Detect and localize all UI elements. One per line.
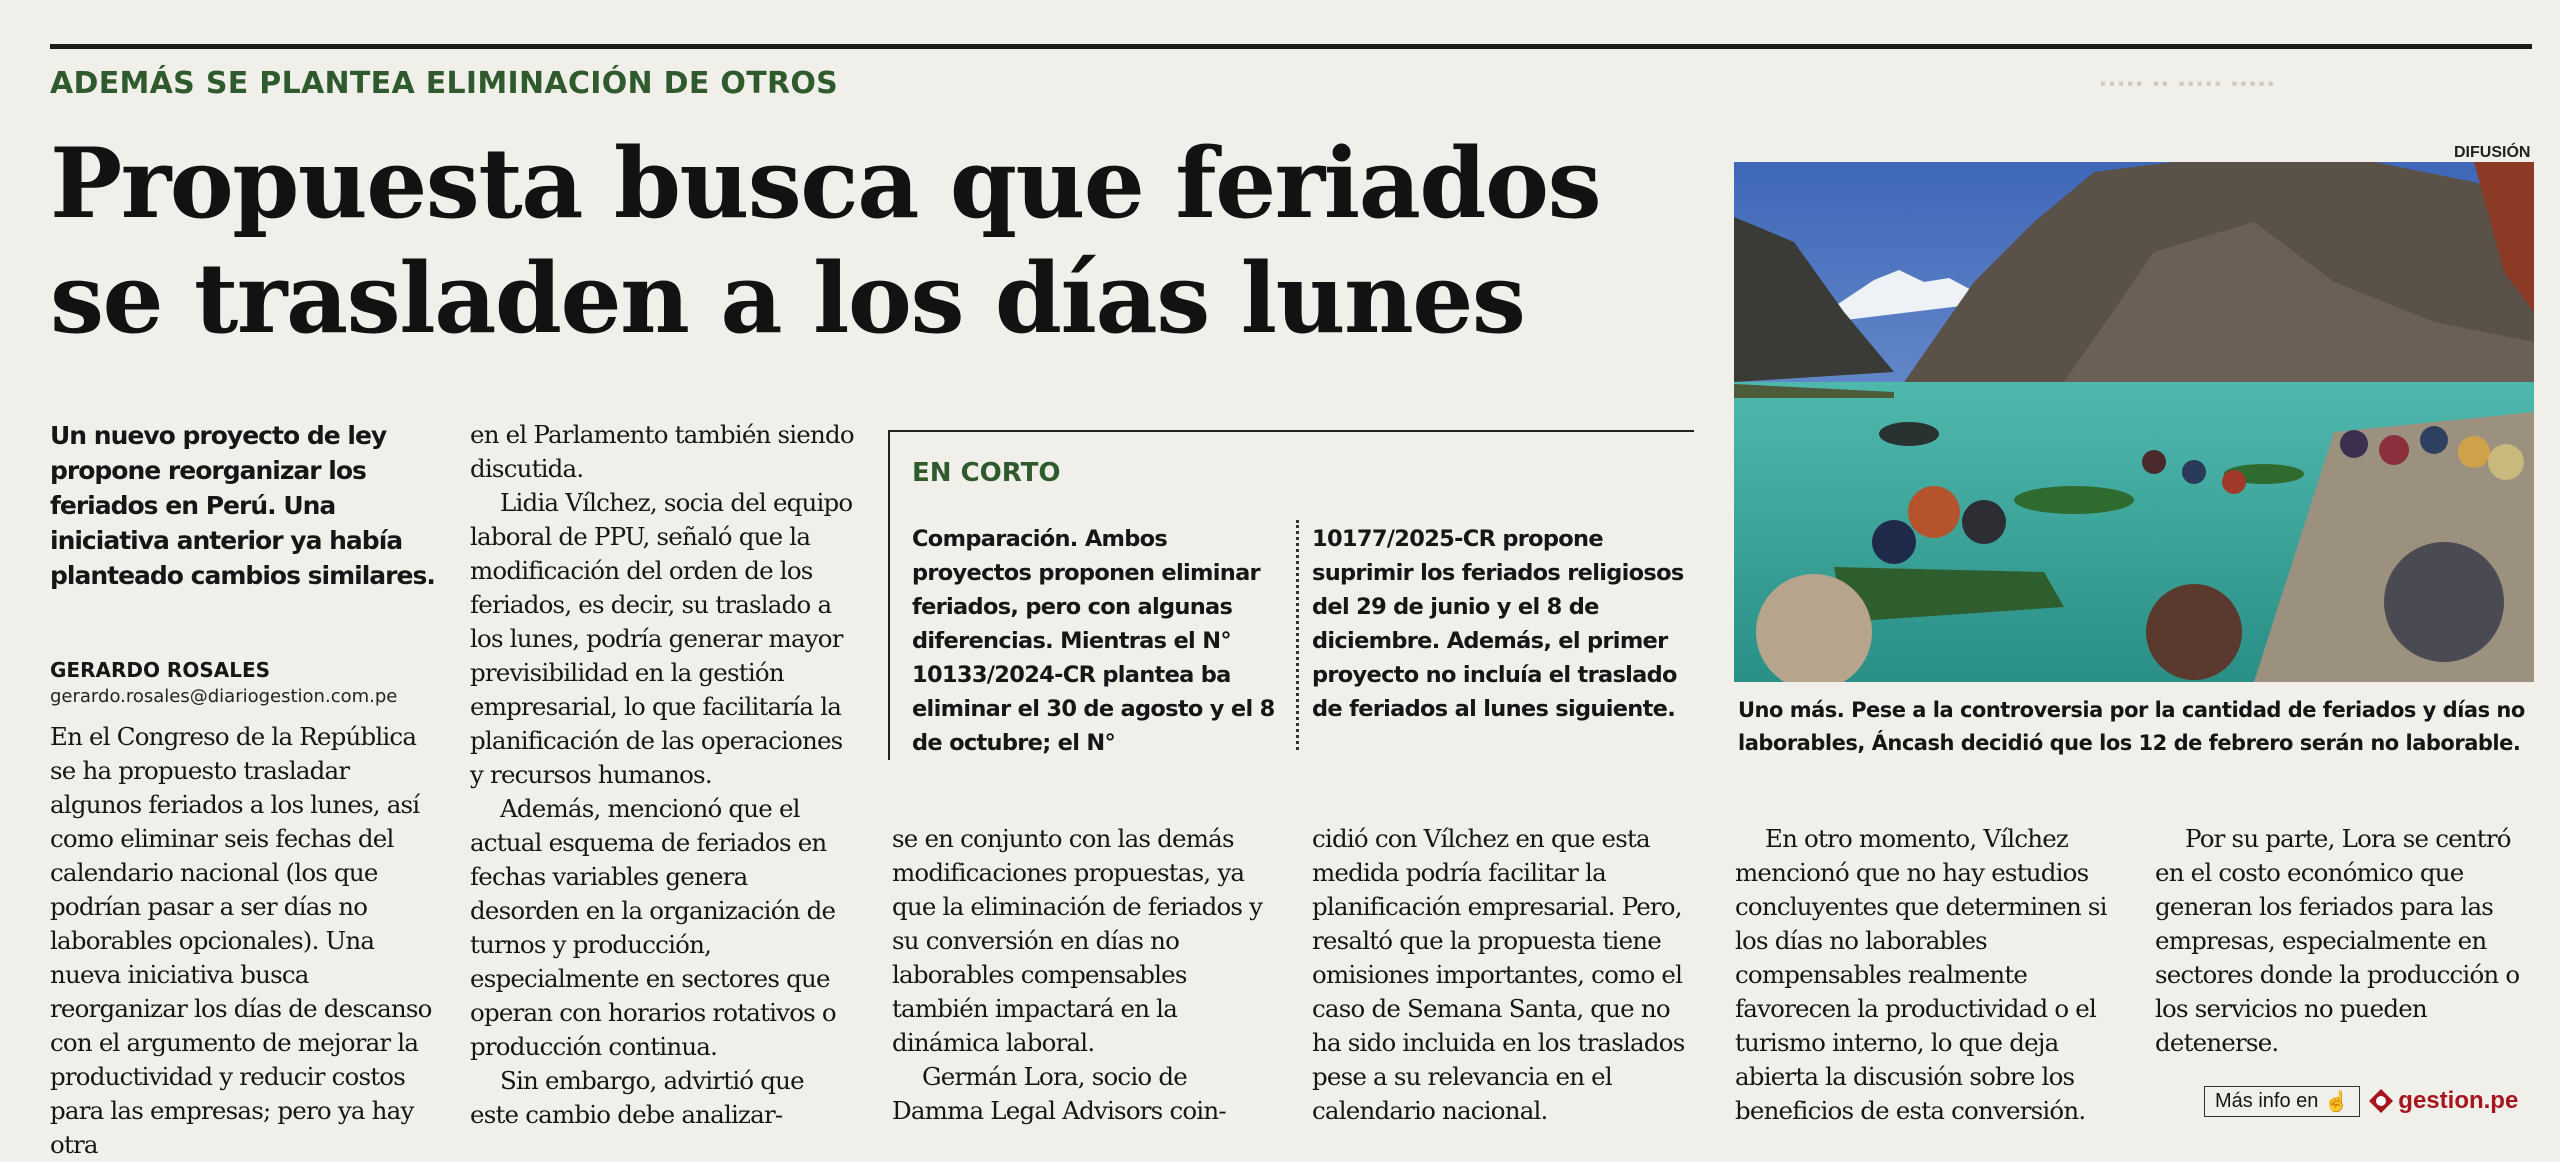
paragraph: Por su parte, Lora se centró en el costo económico que generan los feriados para las empresas, especialmente en sectores donde la producción o los servicios no pueden detenerse. — [2155, 824, 2520, 1057]
sidebar-title: EN CORTO — [912, 458, 1061, 488]
paragraph: En el Congreso de la República se ha propuesto trasladar algunos feriados a los lunes, así como eliminar seis fechas del calendario nacional (los que podrían pasar a ser días no laborables opcionales). Una nueva iniciativa busca reorganizar los días de descanso con el argumento de mejorar la productividad y reducir costos para las empresas; pero ya hay otra — [50, 722, 432, 1159]
column-1 — [50, 720, 436, 1162]
sidebar-lead: Comparación. — [912, 526, 1078, 552]
headline: Propuesta busca que feriados se trasladen a los días lunes — [50, 127, 1601, 355]
author-email: gerardo.rosales@diariogestion.com.pe — [50, 686, 398, 707]
byline: GERARDO ROSALES — [50, 658, 271, 682]
paragraph: Sin embargo, advirtió que este cambio debe analizar- — [470, 1066, 804, 1129]
sidebar-left-rule — [888, 430, 890, 760]
lake-photo — [1734, 162, 2534, 682]
column-4 — [1312, 822, 1698, 1128]
caption-lead: Uno más. — [1738, 698, 1845, 722]
gestion-logo-mark-icon — [2368, 1088, 2394, 1114]
sidebar-top-rule — [888, 430, 1694, 432]
bleed-through-text: ▪▪▪▪▪ ▪▪ ▪▪▪▪▪ ▪▪▪▪▪ — [2100, 74, 2277, 93]
caption-text: Pese a la controversia por la cantidad de feriados y días no laborables, Áncash decidió que los 12 de febrero serán no laborable. — [1738, 698, 2525, 755]
gestion-logo — [2368, 1087, 2518, 1115]
more-info-box — [2204, 1086, 2360, 1117]
paragraph: se en conjunto con las demás modificaciones propuestas, ya que la eliminación de feriados y su conversión en días no laborables compensables también impactará en la dinámica laboral. — [892, 824, 1263, 1057]
paragraph: En otro momento, Vílchez mencionó que no hay estudios concluyentes que determinen si los días no laborables compensables realmente favorecen la productividad o el turismo interno, lo que deja abierta la discusión sobre los beneficios de esta conversión. — [1735, 824, 2107, 1125]
paragraph: Germán Lora, socio de Damma Legal Advisors coin- — [892, 1062, 1226, 1125]
paragraph: cidió con Vílchez en que esta medida podría facilitar la planificación empresarial. Pero, resaltó que la propuesta tiene omisiones importantes, como el caso de Semana Santa, que no ha sido incluida en los traslados pese a su relevancia en el calendario nacional. — [1312, 824, 1685, 1125]
paragraph: Lidia Vílchez, socia del equipo laboral de PPU, señaló que la modificación del orden de los feriados, es decir, su traslado a los lunes, podría generar mayor previsibilidad en la gestión empresarial, lo que facilitaría la planificación de las operaciones y recursos humanos. — [470, 488, 853, 789]
paragraph: Además, mencionó que el actual esquema de feriados en fechas variables genera desorden en la organización de turnos y producción, especialmente en sectores que operan con horarios rotativos o producción continua. — [470, 794, 836, 1061]
brand-name: gestion.pe — [2398, 1087, 2519, 1114]
paragraph: en el Parlamento también siendo discutida. — [470, 420, 854, 483]
lead-paragraph: Un nuevo proyecto de ley propone reorganizar los feriados en Perú. Una iniciativa anterior ya había planteado cambios similares. — [50, 421, 435, 590]
sidebar-text-1: Comparación. Ambos proyectos proponen eliminar feriados, pero con algunas diferencias. Mientras el N° 10133/2024-CR plantea ba eliminar el 30 de agosto y el 8 de octubre; el N° — [912, 526, 1275, 756]
cursor-icon: ☝ — [2324, 1090, 2350, 1113]
photo-caption — [1738, 694, 2528, 760]
sidebar-divider — [1296, 520, 1299, 750]
more-info-footer — [2204, 1082, 2534, 1120]
column-3 — [892, 822, 1278, 1128]
column-6 — [2155, 822, 2537, 1060]
top-rule — [50, 44, 2532, 49]
more-info-label: Más info en — [2215, 1089, 2319, 1112]
sidebar-text-2: 10177/2025-CR propone suprimir los feriados religiosos del 29 de junio y el 8 de diciembre. Además, el primer proyecto no incluía el traslado de feriados al lunes siguiente. — [1312, 526, 1684, 722]
kicker: ADEMÁS SE PLANTEA ELIMINACIÓN DE OTROS — [50, 66, 839, 101]
column-2 — [470, 418, 856, 1132]
photo-credit: DIFUSIÓN — [2454, 144, 2531, 161]
column-5 — [1735, 822, 2121, 1128]
